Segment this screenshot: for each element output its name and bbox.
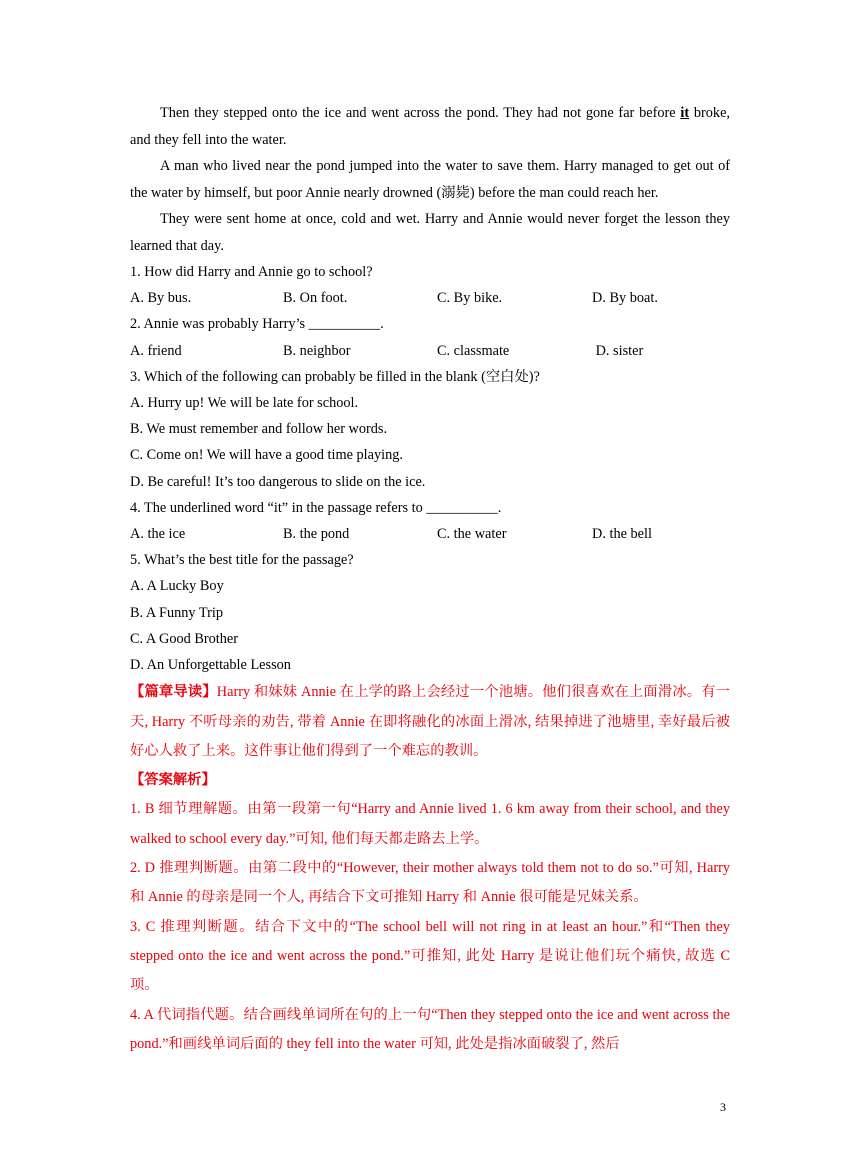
document-body xyxy=(130,100,730,1059)
option: A. friend xyxy=(130,342,182,359)
option: C. Come on! We will have a good time playing. xyxy=(130,447,403,464)
option: C. A Good Brother xyxy=(130,630,239,647)
passage-paragraph-3: They were sent home at once, cold and wet. Harry and Annie would never forget the lesson they learned that day. xyxy=(130,211,730,254)
options-row xyxy=(130,338,730,364)
option: D. the bell xyxy=(592,526,652,543)
option: B. A Funny Trip xyxy=(130,604,223,621)
question-text: 5. What’s the best title for the passage? xyxy=(130,552,354,569)
question-4 xyxy=(130,495,730,547)
option: A. By bus. xyxy=(130,290,192,307)
option: B. We must remember and follow her words. xyxy=(130,421,388,438)
answer-explanation-1: 1. B 细节理解题。由第一段第一句“Harry and Annie lived 1. 6 km away from their school, and they walked to school every day.”可知, 他们每天都走路去上学。 xyxy=(130,801,730,847)
answer-explanation-2: 2. D 推理判断题。由第二段中的“However, their mother always told them not to do so.”可知, Harry 和 Annie 的母亲是同一个人, 再结合下文可推知 Harry 和 Annie 很可能是兄妹关系。 xyxy=(130,860,730,906)
question-text: 1. How did Harry and Annie go to school? xyxy=(130,264,373,280)
option: A. A Lucky Boy xyxy=(130,578,224,595)
analysis-section xyxy=(130,678,730,1059)
option: A. Hurry up! We will be late for school. xyxy=(130,395,359,412)
option: C. classmate xyxy=(437,342,510,359)
question-1 xyxy=(130,259,730,311)
page-number: 3 xyxy=(720,1100,726,1114)
option: D. sister xyxy=(592,342,644,359)
question-text: 3. Which of the following can probably be filled in the blank (空白处)? xyxy=(130,368,540,385)
option: B. neighbor xyxy=(283,342,351,359)
option: D. By boat. xyxy=(592,290,658,307)
answer-heading: 【答案解析】 xyxy=(130,772,216,789)
option: C. By bike. xyxy=(437,290,503,307)
passage-guide xyxy=(130,678,730,766)
question-text: 4. The underlined word “it” in the passage refers to __________. xyxy=(130,499,502,516)
question-2 xyxy=(130,311,730,363)
option: C. the water xyxy=(437,526,507,543)
passage-paragraph-1 xyxy=(130,100,730,153)
option: D. Be careful! It’s too dangerous to slide on the ice. xyxy=(130,473,426,490)
option: A. the ice xyxy=(130,526,186,543)
guide-heading: 【篇章导读】 xyxy=(130,684,217,701)
underlined-word: it xyxy=(680,105,690,121)
passage-text: broke, and they fell into the water. xyxy=(130,105,730,148)
passage-paragraph-2: A man who lived near the pond jumped into the water to save them. Harry managed to get out of the water by himself, but poor Annie nearly drowned (溺毙) before the man could reach her. xyxy=(130,158,730,201)
passage-text: Then they stepped onto the ice and went across the pond. They had not gone far before xyxy=(160,105,681,121)
guide-text: Harry 和妹妹 Annie 在上学的路上会经过一个池塘。他们很喜欢在上面滑冰。有一天, Harry 不听母亲的劝告, 带着 Annie 在即将融化的冰面上滑冰, 结果掉进了池塘里, 幸好最后被好心人救了上来。这件事让他们得到了一个难忘的教训。 xyxy=(130,684,731,759)
option: B. On foot. xyxy=(283,290,348,307)
option: D. An Unforgettable Lesson xyxy=(130,657,291,674)
question-5 xyxy=(130,547,730,678)
options-row xyxy=(130,285,730,311)
options-row xyxy=(130,521,730,547)
answer-explanation-4: 4. A 代词指代题。结合画线单词所在句的上一句“Then they stepped onto the ice and went across the pond.”和画线单词后面的 they fell into the water 可知, 此处是指冰面破裂了, 然后 xyxy=(130,1006,730,1052)
question-text: 2. Annie was probably Harry’s __________. xyxy=(130,316,384,333)
option: B. the pond xyxy=(283,526,350,543)
question-3 xyxy=(130,364,730,495)
answer-explanation-3: 3. C 推理判断题。结合下文中的“The school bell will not ring in at least an hour.”和“Then they stepped onto the ice and went across the pond.”可推知, 此处 Harry 是说让他们玩个痛快, 故选 C 项。 xyxy=(130,918,730,994)
